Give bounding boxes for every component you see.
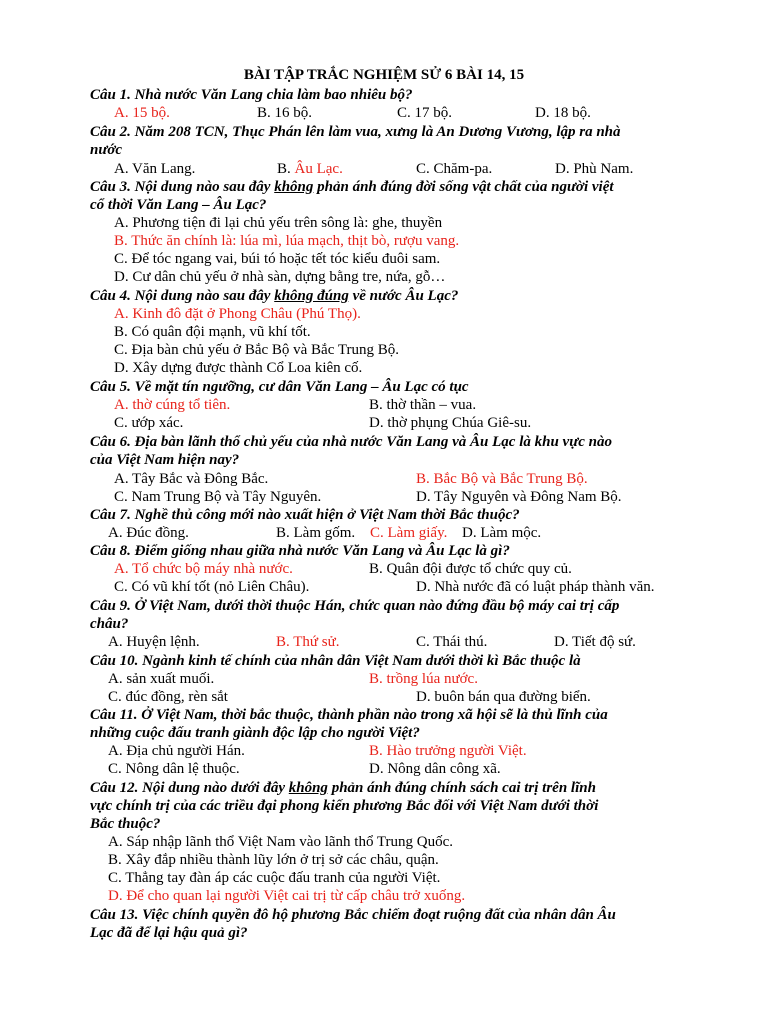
options-row	[90, 670, 728, 688]
option-b: B. Thức ăn chính là: lúa mì, lúa mạch, thịt bò, rượu vang.	[114, 233, 460, 249]
option-c: C. đúc đồng, rèn sắt	[108, 689, 228, 705]
options-row	[90, 524, 728, 542]
option-b: B. Làm gốm.	[276, 525, 356, 541]
option-a: A. Văn Lang.	[114, 161, 196, 177]
option-a: A. Kinh đô đặt ở Phong Châu (Phú Thọ).	[114, 306, 361, 322]
option-a: A. sản xuất muối.	[108, 671, 215, 687]
options-row	[90, 633, 728, 651]
option-b: B. Xây đắp nhiều thành lũy lớn ở trị sở các châu, quận.	[108, 852, 439, 868]
page-title: BÀI TẬP TRẮC NGHIỆM SỬ 6 BÀI 14, 15	[243, 67, 525, 83]
option-d: D. buôn bán qua đường biển.	[416, 689, 591, 705]
option-c: C. Nam Trung Bộ và Tây Nguyên.	[114, 489, 322, 505]
option-a: A. Tổ chức bộ máy nhà nước.	[114, 561, 293, 577]
option-b: B. Bắc Bộ và Bắc Trung Bộ.	[416, 471, 588, 487]
option-b: B. Có quân đội mạnh, vũ khí tốt.	[114, 324, 311, 340]
question-3-line2: cổ thời Văn Lang – Âu Lạc?	[90, 197, 267, 213]
option-d: D. Làm mộc.	[462, 525, 542, 541]
option-c: C. Thẳng tay đàn áp các cuộc đấu tranh của người Việt.	[108, 870, 441, 886]
option-d: D. Nhà nước đã có luật pháp thành văn.	[416, 579, 655, 595]
question-10: Câu 10. Ngành kinh tế chính của nhân dân Việt Nam dưới thời kì Bắc thuộc là	[90, 653, 581, 669]
option-a: A. thờ cúng tổ tiên.	[114, 397, 231, 413]
option-a: A. Tây Bắc và Đông Bắc.	[114, 471, 269, 487]
option-d: D. Phù Nam.	[555, 161, 634, 177]
question-9: Câu 9. Ở Việt Nam, dưới thời thuộc Hán, chức quan nào đứng đầu bộ máy cai trị cấp	[90, 598, 620, 614]
option-a: A. Phương tiện đi lại chủ yếu trên sông là: ghe, thuyền	[114, 215, 443, 231]
question-8: Câu 8. Điểm giống nhau giữa nhà nước Văn Lang và Âu Lạc là gì?	[90, 543, 510, 559]
options-row	[90, 578, 728, 596]
question-6-line2: của Việt Nam hiện nay?	[90, 452, 240, 468]
option-b: B. 16 bộ.	[257, 105, 313, 121]
option-a: A. Sáp nhập lãnh thổ Việt Nam vào lãnh thổ Trung Quốc.	[108, 834, 454, 850]
options-row	[90, 760, 728, 778]
options-row	[90, 470, 728, 488]
option-a: A. 15 bộ.	[114, 105, 170, 121]
option-c: C. Nông dân lệ thuộc.	[108, 761, 240, 777]
options-row	[90, 104, 728, 122]
option-c: C. Để tóc ngang vai, búi tó hoặc tết tóc kiểu đuôi sam.	[114, 251, 441, 267]
question-13-line2: Lạc đã để lại hậu quả gì?	[90, 925, 248, 941]
option-c: C. ướp xác.	[114, 415, 184, 431]
option-d: D. Tiết độ sứ.	[554, 634, 636, 650]
option-b: B. Quân đội được tổ chức quy củ.	[369, 561, 572, 577]
option-d: D. thờ phụng Chúa Giê-su.	[369, 415, 532, 431]
question-12-line3: Bắc thuộc?	[90, 816, 161, 832]
question-13: Câu 13. Việc chính quyền đô hộ phương Bắc chiếm đoạt ruộng đất của nhân dân Âu	[90, 907, 616, 923]
options-row	[90, 560, 728, 578]
option-c: C. Có vũ khí tốt (nỏ Liên Châu).	[114, 579, 310, 595]
option-d: D. Tây Nguyên và Đông Nam Bộ.	[416, 489, 622, 505]
question-2-line2: nước	[90, 142, 123, 158]
question-7: Câu 7. Nghề thủ công mới nào xuất hiện ở Việt Nam thời Bắc thuộc?	[90, 507, 520, 523]
option-b: B. Hào trưởng người Việt.	[369, 743, 527, 759]
option-d: D. Nông dân công xã.	[369, 761, 501, 777]
question-1: Câu 1. Nhà nước Văn Lang chia làm bao nhiêu bộ?	[90, 87, 413, 103]
option-a: A. Địa chủ người Hán.	[108, 743, 245, 759]
options-row	[90, 396, 728, 414]
option-c: C. Chăm-pa.	[416, 161, 493, 177]
option-c: C. Làm giấy.	[370, 525, 448, 541]
question-4: Câu 4. Nội dung nào sau đây không đúng về nước Âu Lạc?	[90, 288, 459, 304]
question-12-line2: vực chính trị của các triều đại phong kiến phương Bắc đối với Việt Nam dưới thời	[90, 798, 599, 814]
option-d: D. 18 bộ.	[535, 105, 591, 121]
option-b-text: Âu Lạc.	[294, 161, 343, 177]
option-b: B. Âu Lạc.	[277, 161, 343, 177]
question-5: Câu 5. Về mặt tín ngưỡng, cư dân Văn Lang – Âu Lạc có tục	[90, 379, 469, 395]
option-d: D. Cư dân chủ yếu ở nhà sàn, dựng bằng tre, nứa, gỗ…	[114, 269, 446, 285]
option-d: D. Để cho quan lại người Việt cai trị từ cấp châu trở xuống.	[108, 888, 466, 904]
question-9-line2: châu?	[90, 616, 129, 632]
question-2: Câu 2. Năm 208 TCN, Thục Phán lên làm vua, xưng là An Dương Vương, lập ra nhà	[90, 124, 621, 140]
question-11-line2: những cuộc đấu tranh giành độc lập cho người Việt?	[90, 725, 420, 741]
option-b: B. trồng lúa nước.	[369, 671, 478, 687]
option-b: B. thờ thần – vua.	[369, 397, 477, 413]
option-c: C. Địa bàn chủ yếu ở Bắc Bộ và Bắc Trung Bộ.	[114, 342, 399, 358]
options-row	[90, 414, 728, 432]
option-c: C. 17 bộ.	[397, 105, 453, 121]
question-6: Câu 6. Địa bàn lãnh thổ chủ yếu của nhà nước Văn Lang và Âu Lạc là khu vực nào	[90, 434, 612, 450]
options-row	[90, 488, 728, 506]
option-b: B. Thứ sử.	[276, 634, 340, 650]
options-row	[90, 160, 728, 178]
option-a: A. Huyện lệnh.	[108, 634, 200, 650]
options-row	[90, 688, 728, 706]
question-11: Câu 11. Ở Việt Nam, thời bắc thuộc, thành phần nào trong xã hội sẽ là thủ lĩnh của	[90, 707, 608, 723]
option-d: D. Xây dựng được thành Cổ Loa kiên cố.	[114, 360, 363, 376]
question-3: Câu 3. Nội dung nào sau đây không phản ánh đúng đời sống vật chất của người việt	[90, 179, 614, 195]
option-c: C. Thái thú.	[416, 634, 488, 650]
option-a: A. Đúc đồng.	[108, 525, 189, 541]
options-row	[90, 742, 728, 760]
question-12: Câu 12. Nội dung nào dưới đây không phản ánh đúng chính sách cai trị trên lĩnh	[90, 780, 596, 796]
